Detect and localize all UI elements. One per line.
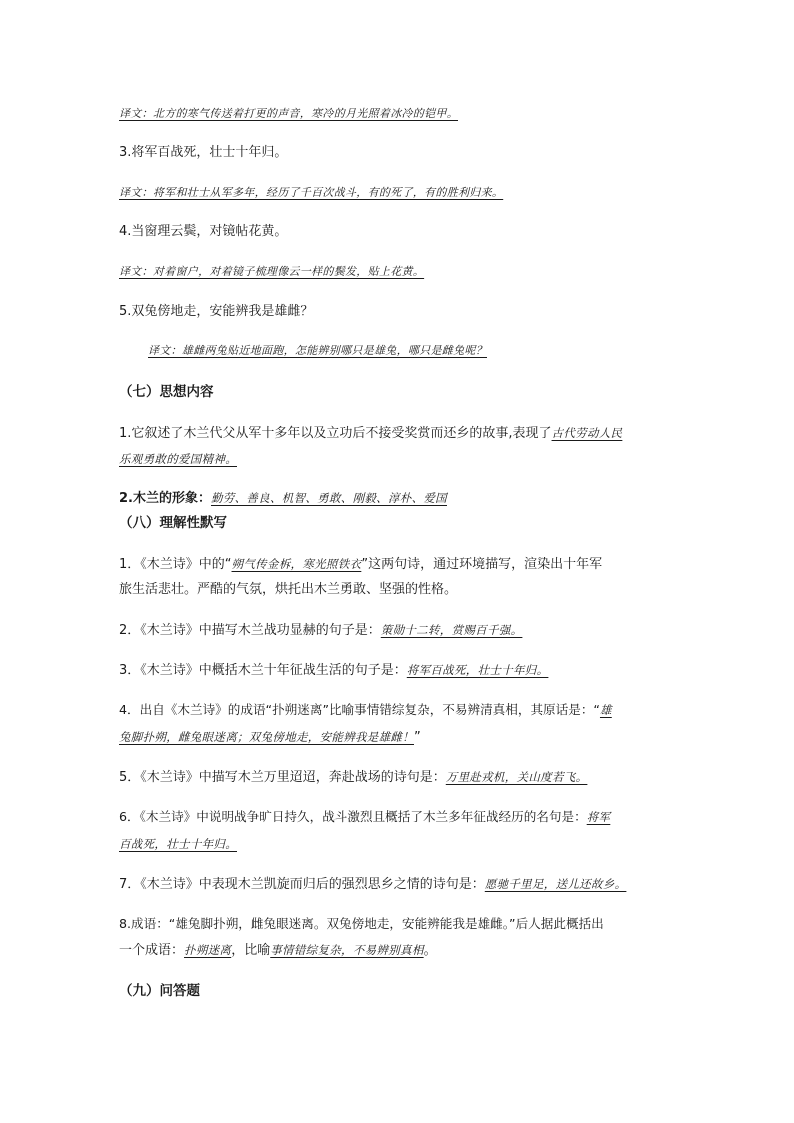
question-7 xyxy=(119,875,679,894)
theme-answer-part1: 古代劳动人民 xyxy=(551,426,623,440)
translation-line-5: 译文：雄雌两兔贴近地面跑，怎能辨别哪只是雄兔，哪只是雌兔呢？ xyxy=(148,344,487,357)
question-6-line-1 xyxy=(119,808,679,826)
question-7-answer: 愿驰千里足，送儿还故乡。 xyxy=(484,877,627,891)
question-4-answer-part2: 兔脚扑朔，雌兔眼迷离；双兔傍地走，安能辨我是雄雌！ xyxy=(119,730,414,744)
poem-line-3: 3.将军百战死，壮士十年归。 xyxy=(119,145,288,160)
question-4-line-2 xyxy=(119,728,679,747)
question-8-answer-idiom: 扑朔迷离 xyxy=(184,943,232,957)
question-1-answer: 朔气传金柝，寒光照铁衣 xyxy=(231,557,362,571)
section-heading-7: （七）思想内容 xyxy=(119,384,214,400)
section-heading-9: （九）问答题 xyxy=(119,983,200,999)
question-2 xyxy=(119,621,679,640)
theme-paragraph-line-2 xyxy=(119,450,679,469)
question-2-answer: 策勋十二转，赏赐百千强。 xyxy=(380,623,523,637)
question-3-answer: 将军百战死，壮士十年归。 xyxy=(406,663,549,677)
translation-line-2: 译文：北方的寒气传送着打更的声音，寒冷的月光照着冰冷的铠甲。 xyxy=(119,107,458,120)
image-answer: 勤劳、善良、机智、勇敢、刚毅、淳朴、爱国 xyxy=(210,491,447,505)
question-8-line-2 xyxy=(119,941,679,960)
poem-line-5: 5.双兔傍地走，安能辨我是雄雌？ xyxy=(119,304,314,319)
theme-text: 1.它叙述了木兰代父从军十多年以及立功后不接受奖赏而还乡的故事,表现了 xyxy=(119,426,552,441)
question-5-text: 5．《木兰诗》中描写木兰万里迢迢，奔赴战场的诗句是： xyxy=(119,770,446,785)
question-1-text: 1．《木兰诗》中的“ xyxy=(119,557,232,572)
image-paragraph xyxy=(119,489,679,508)
poem-line-4: 4.当窗理云鬓，对镜帖花黄。 xyxy=(119,224,288,239)
image-label: 2.木兰的形象： xyxy=(119,491,211,506)
question-7-text: 7．《木兰诗》中表现木兰凯旋而归后的强烈思乡之情的诗句是： xyxy=(119,877,485,892)
question-8-answer-meaning: 事情错综复杂，不易辨别真相 xyxy=(270,943,424,957)
translation-line-3: 译文：将军和壮士从军多年，经历了千百次战斗，有的死了，有的胜利归来。 xyxy=(119,186,504,199)
question-5-answer: 万里赴戎机，关山度若飞。 xyxy=(445,770,588,784)
question-4-answer-part1: 雄 xyxy=(599,703,612,717)
question-5 xyxy=(119,768,679,787)
question-8-text: 一个成语： xyxy=(119,943,185,958)
question-3-text: 3．《木兰诗》中概括木兰十年征战生活的句子是： xyxy=(119,663,407,678)
theme-answer-part2: 乐观勇敢的爱国精神。 xyxy=(119,452,237,466)
question-2-text: 2．《木兰诗》中描写木兰战功显赫的句子是： xyxy=(119,623,381,638)
question-1-line-2: 旅生活悲壮。严酷的气氛，烘托出木兰勇敢、坚强的性格。 xyxy=(119,582,458,597)
question-4-line-1 xyxy=(119,701,679,719)
translation-line-4: 译文：对着窗户，对着镜子梳理像云一样的鬓发，贴上花黄。 xyxy=(119,265,425,278)
question-3 xyxy=(119,661,679,680)
section-heading-8: （八）理解性默写 xyxy=(119,515,227,531)
question-1-line-1 xyxy=(119,555,679,574)
question-6-answer-part2: 百战死，壮士十年归。 xyxy=(119,837,237,851)
question-4-text: 4．出自《木兰诗》的成语“扑朔迷离”比喻事情错综复杂，不易辨清真相，其原话是：“ xyxy=(119,702,600,717)
question-6-text: 6．《木兰诗》中说明战争旷日持久，战斗激烈且概括了木兰多年征战经历的名句是： xyxy=(119,809,587,824)
question-4-close-quote: ” xyxy=(414,730,421,745)
question-8-text-mid: ，比喻 xyxy=(231,943,271,958)
theme-paragraph-line-1 xyxy=(119,424,679,443)
question-6-line-2 xyxy=(119,835,679,854)
question-8-period: 。 xyxy=(423,943,437,958)
question-6-answer-part1: 将军 xyxy=(586,810,611,824)
question-1-text-rest: ”这两句诗，通过环境描写，渲染出十年军 xyxy=(361,557,603,572)
question-8-line-1: 8.成语：“雄兔脚扑朔，雌兔眼迷离。双兔傍地走，安能辨能我是雄雌。”后人据此概括出 xyxy=(119,916,604,931)
